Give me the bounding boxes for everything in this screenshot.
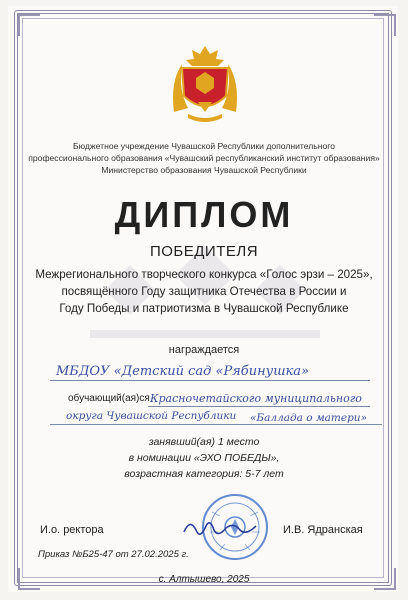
frame-corner bbox=[18, 14, 40, 36]
contest-line: Межрегионального творческого конкурса «Голос эрзи – 2025», bbox=[35, 268, 373, 281]
fill-line bbox=[50, 380, 370, 381]
diploma-title: ДИПЛОМ bbox=[114, 194, 294, 235]
issuer-block bbox=[0, 140, 408, 176]
signature-icon bbox=[180, 514, 260, 544]
diploma-subtitle: ПОБЕДИТЕЛЯ bbox=[149, 243, 259, 260]
work-title: «Баллада о матери» bbox=[250, 412, 367, 424]
contest-line: Году Победы и патриотизма в Чувашской Республике bbox=[59, 302, 349, 315]
frame-corner bbox=[374, 14, 396, 36]
result-age: возрастная категория: 5-7 лет bbox=[124, 468, 284, 480]
fill-line bbox=[50, 424, 382, 425]
student-label: обучающий(ая)ся bbox=[68, 393, 150, 404]
contest-description bbox=[0, 266, 408, 317]
result-block bbox=[0, 434, 408, 482]
signer-name: И.В. Ядранская bbox=[283, 524, 363, 536]
district-line-1: Красночетайского муниципального bbox=[150, 392, 362, 405]
fill-line bbox=[148, 406, 370, 407]
awarded-label: награждается bbox=[168, 344, 240, 356]
recipient-name: МБДОУ «Детский сад «Рябинушка» bbox=[56, 364, 309, 379]
issuer-line: профессионального образования «Чувашский республиканский институт образования» bbox=[28, 153, 380, 163]
result-nomination: в номинации «ЭХО ПОБЕДЫ», bbox=[128, 452, 280, 464]
district-line-2: округа Чувашской Республики bbox=[66, 410, 237, 422]
chuvashia-emblem-icon bbox=[168, 42, 242, 126]
contest-line: посвящённого Году защитника Отечества в России и bbox=[61, 285, 347, 298]
place-and-year: с. Алтышево, 2025 bbox=[158, 574, 250, 585]
signer-role: И.о. ректора bbox=[40, 524, 104, 536]
result-place: занявший(ая) 1 место bbox=[148, 436, 260, 448]
issuer-line: Министерство образования Чувашской Республики bbox=[101, 165, 307, 175]
issuer-line: Бюджетное учреждение Чувашской Республики дополнительного bbox=[72, 141, 335, 151]
order-reference: Приказ №Б25-47 от 27.02.2025 г. bbox=[38, 549, 189, 560]
